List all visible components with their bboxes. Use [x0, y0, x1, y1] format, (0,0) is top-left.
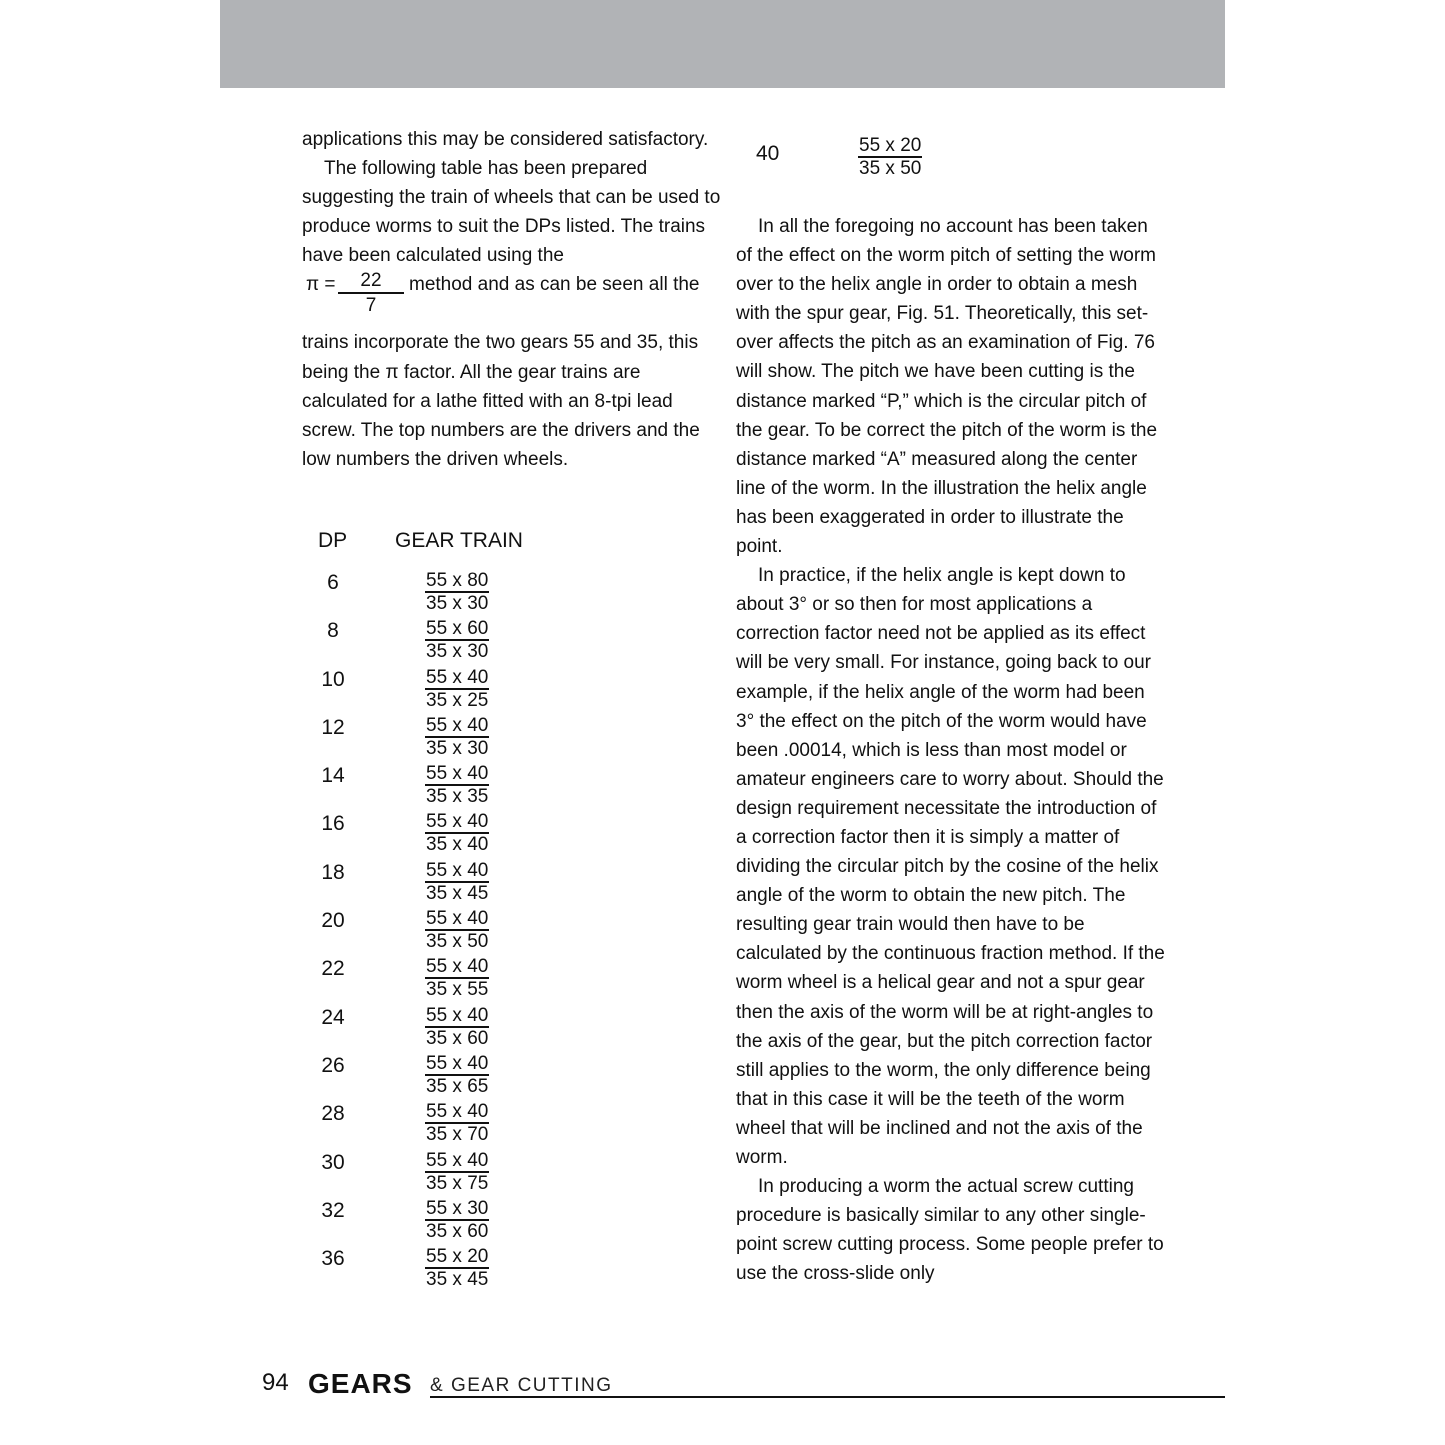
- gear-train-header: GEAR TRAIN: [395, 529, 523, 552]
- fraction-driven: 35 x 75: [426, 1172, 489, 1194]
- pi-denominator: 7: [365, 295, 377, 317]
- fraction-driven: 35 x 45: [426, 882, 489, 904]
- pi-symbol: π =: [306, 274, 336, 296]
- fraction-drivers: 55 x 40: [426, 1052, 489, 1074]
- fraction-driven: 35 x 35: [426, 786, 489, 808]
- dp-value: 10: [321, 667, 345, 691]
- dp-value: 20: [321, 909, 345, 933]
- page-footer: [262, 1368, 1225, 1402]
- table-row: [302, 897, 562, 953]
- fraction-driven: 35 x 25: [426, 689, 489, 711]
- fraction-driven: 35 x 30: [426, 641, 489, 663]
- dp-value: 16: [321, 812, 345, 836]
- dp-value: 30: [321, 1150, 345, 1174]
- fraction-drivers: 55 x 40: [426, 859, 489, 881]
- dp-value: 8: [327, 619, 339, 643]
- fraction-drivers: 55 x 40: [426, 1101, 489, 1123]
- fraction-driven: 35 x 60: [426, 1027, 489, 1049]
- header-band: [220, 0, 1225, 88]
- fraction-driven: 35 x 45: [426, 1269, 489, 1291]
- fraction-driven: 35 x 30: [426, 737, 489, 759]
- fraction-driven: 35 x 65: [426, 1075, 489, 1097]
- table-row: [302, 994, 562, 1049]
- table-row: [302, 607, 562, 663]
- dp-value: 26: [321, 1053, 345, 1077]
- dp-header: DP: [318, 529, 348, 552]
- pi-numerator: 22: [338, 270, 404, 294]
- table-row: [302, 800, 562, 856]
- fraction-drivers: 55 x 40: [426, 714, 489, 736]
- right-paragraph-3: In producing a worm the actual screw cutting procedure is basically similar to any other single-point screw cutting process. Some people prefer to use the cross-slide only: [736, 1176, 1164, 1285]
- dp-value: 12: [321, 715, 345, 739]
- table-rows: [302, 559, 562, 1291]
- table-row: [302, 559, 562, 614]
- dp-value: 18: [321, 860, 345, 884]
- left-column: [302, 125, 722, 474]
- book-title-bold: GEARS: [308, 1368, 413, 1399]
- fraction-driven: 35 x 40: [426, 834, 489, 856]
- table-row: [302, 1139, 562, 1194]
- fraction-drivers: 55 x 30: [426, 1197, 489, 1219]
- fraction-drivers: 55 x 20: [426, 1246, 489, 1268]
- table-header: [302, 525, 562, 559]
- page-number: 94: [262, 1369, 289, 1396]
- gear-train-fraction: [858, 135, 922, 179]
- fraction-driven: 35 x 30: [426, 593, 489, 614]
- gear-train-fraction: [425, 1246, 489, 1290]
- fraction-driven: 35 x 55: [426, 979, 489, 1001]
- left-paragraph-1: applications this may be considered satisfactory.: [302, 129, 709, 150]
- book-title-subtitle: & GEAR CUTTING: [430, 1375, 613, 1396]
- gear-train-table: [302, 525, 562, 1291]
- dp-value: 40: [756, 142, 780, 165]
- fraction-drivers: 55 x 40: [426, 811, 489, 833]
- dp-value: 36: [321, 1247, 345, 1271]
- right-paragraph-1: In all the foregoing no account has been taken of the effect on the worm pitch of setting the worm over to the helix angle in order to obtain a mesh with the spur gear, Fig. 51. Theoretically, this set-over affects the pitch as an examination of Fig. 76 will show. The pitch we have been cutting is the distance marked “P,” which is the circular pitch of the gear. To be correct the pitch of the worm is the distance marked “A” measured along the center line of the worm. In the illustration the helix angle has been exaggerated in order to illustrate the point.: [736, 216, 1158, 558]
- table-row: [302, 945, 562, 1001]
- book-page: [220, 0, 1225, 1445]
- pi-line-text: method and as can be seen all the: [409, 274, 700, 296]
- fraction-drivers: 55 x 80: [426, 570, 489, 591]
- fraction-driven: 35 x 70: [426, 1124, 489, 1146]
- table-row: [302, 1042, 562, 1097]
- fraction-driven: 35 x 50: [859, 158, 922, 179]
- table-row-continued: [736, 132, 1036, 182]
- pi-formula-line: [302, 270, 722, 328]
- dp-value: 22: [321, 957, 345, 981]
- fraction-drivers: 55 x 40: [426, 1004, 489, 1026]
- fraction-drivers: 55 x 40: [426, 956, 489, 978]
- table-row: [302, 656, 562, 711]
- fraction-driven: 35 x 50: [426, 931, 489, 953]
- right-paragraph-2: In practice, if the helix angle is kept down to about 3° or so then for most applications a correction factor need not be applied as its effect will be very small. For instance, going back to our example, if the helix angle of the worm had been 3° the effect on the pitch of the worm would have been .00014, which is less than most model or amateur engineers care to worry about. Should the design requirement necessitate the introduction of a correction factor then it is simply a matter of dividing the circular pitch by the cosine of the helix angle of the worm to obtain the new pitch. The resulting gear train would then have to be calculated by the continuous fraction method. If the worm wheel is a helical gear and not a spur gear then the axis of the worm will be at right-angles to the axis of the gear, but the pitch correction factor still applies to the worm, the only difference being that in this case it will be the teeth of the worm wheel that will be inclined and not the axis of the worm.: [736, 565, 1165, 1168]
- table-row: [302, 849, 562, 904]
- table-row: [302, 1090, 562, 1146]
- dp-value: 32: [321, 1198, 345, 1222]
- table-row: [302, 1235, 562, 1291]
- fraction-drivers: 55 x 40: [426, 1149, 489, 1171]
- pi-fraction: [338, 270, 404, 318]
- dp-value: 28: [321, 1102, 345, 1126]
- left-paragraph-3: trains incorporate the two gears 55 and 35, this being the π factor. All the gear trains are calculated for a lathe fitted with an 8-tpi lead screw. The top numbers are the drivers and the low numbers the driven wheels.: [302, 332, 700, 470]
- left-paragraph-2: The following table has been prepared suggesting the train of wheels that can be used to produce worms to suit the DPs listed. The trains have been calculated using the: [302, 158, 721, 267]
- dp-value: 6: [327, 571, 339, 594]
- fraction-drivers: 55 x 60: [426, 618, 489, 640]
- fraction-drivers: 55 x 20: [859, 135, 922, 156]
- fraction-drivers: 55 x 40: [426, 666, 489, 688]
- dp-value: 14: [321, 764, 345, 788]
- table-row: [302, 1187, 562, 1242]
- fraction-driven: 35 x 60: [426, 1220, 489, 1242]
- dp-value: 24: [321, 1005, 345, 1029]
- fraction-drivers: 55 x 40: [426, 908, 489, 930]
- table-row: [302, 752, 562, 808]
- fraction-drivers: 55 x 40: [426, 763, 489, 785]
- table-row: [302, 704, 562, 759]
- right-column: [736, 212, 1166, 1288]
- footer-rule: [430, 1396, 1225, 1398]
